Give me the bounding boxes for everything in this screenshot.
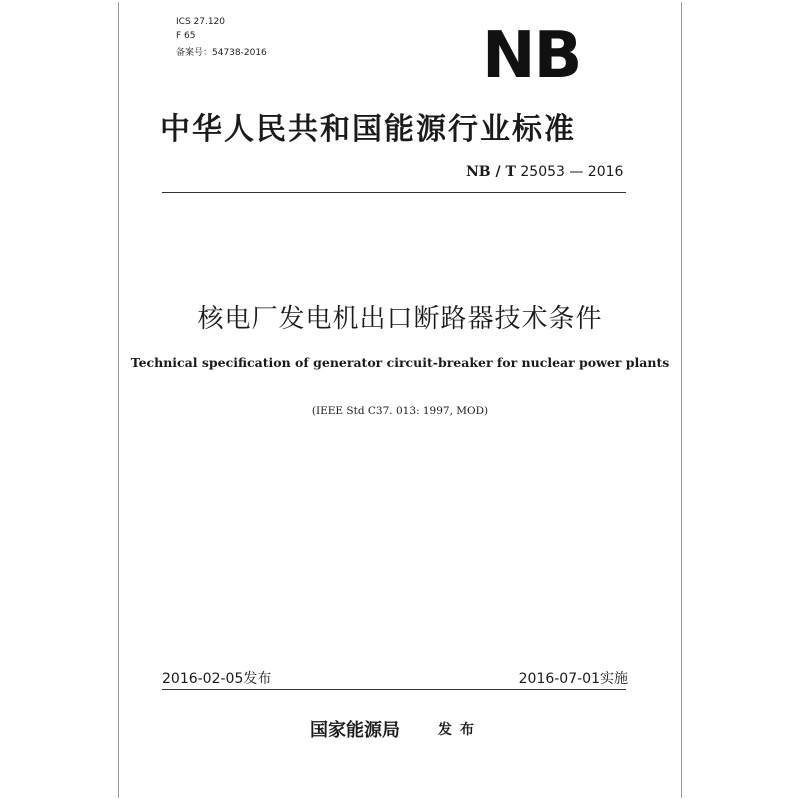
title-chinese: 核电厂发电机出口断路器技术条件 bbox=[197, 304, 603, 334]
classification-code: F 65 bbox=[176, 31, 196, 41]
publish-label: 发布 bbox=[438, 722, 482, 738]
standard-category: 中华人民共和国能源行业标准 bbox=[160, 112, 576, 147]
record-number: 备案号：54738-2016 bbox=[176, 48, 267, 58]
issuer: 国家能源局 bbox=[310, 720, 400, 741]
title-english: Technical specification of generator circuit-breaker for nuclear power plants bbox=[130, 355, 670, 370]
adoption-note: (IEEE Std C37. 013: 1997, MOD) bbox=[311, 405, 489, 417]
implementation-date: 2016-07-01实施 bbox=[518, 671, 628, 687]
ics-code: ICS 27.120 bbox=[176, 17, 226, 27]
issue-date: 2016-02-05发布 bbox=[162, 671, 272, 687]
top-divider bbox=[162, 192, 626, 193]
nb-logo: NB bbox=[482, 19, 581, 93]
standard-number-line bbox=[466, 164, 623, 180]
standard-prefix: NB / T bbox=[466, 164, 516, 180]
standard-number: 25053 — 2016 bbox=[520, 164, 624, 180]
bottom-divider bbox=[162, 689, 626, 690]
